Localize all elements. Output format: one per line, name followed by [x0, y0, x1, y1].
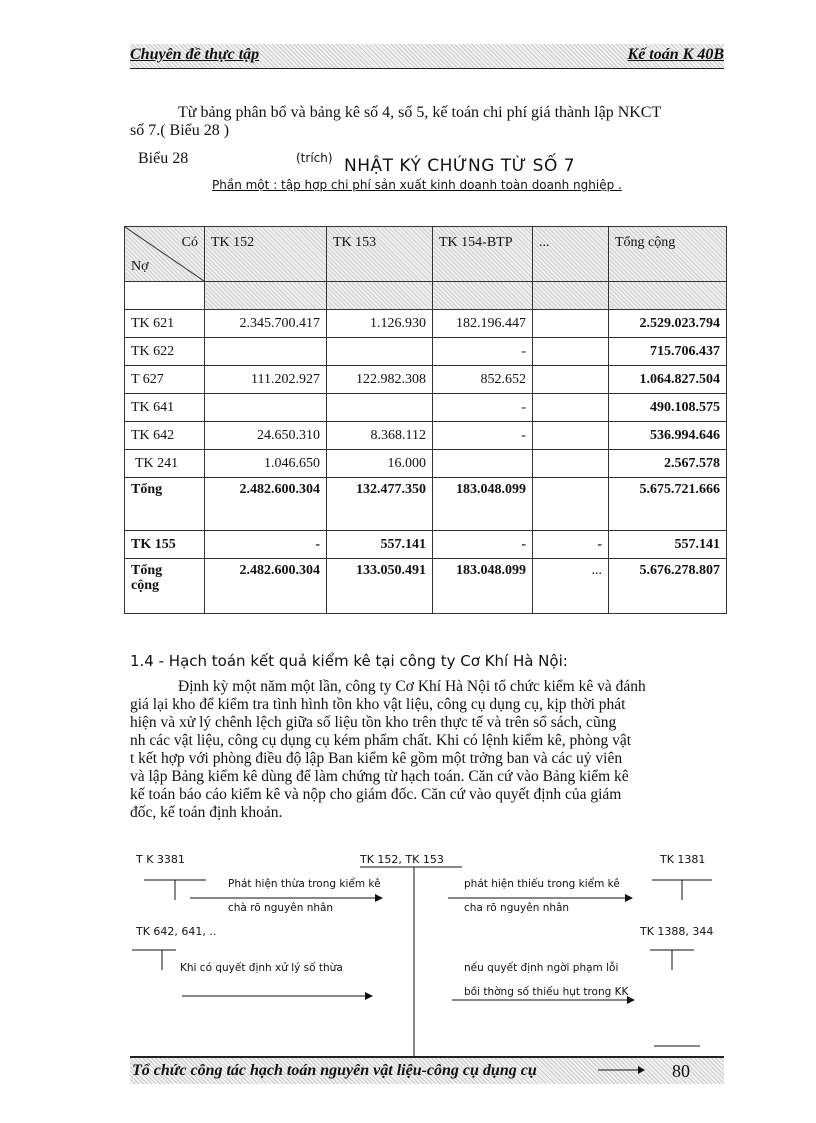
grand-label-line-1: Tổng — [131, 563, 163, 578]
row-total: 2.529.023.794 — [609, 310, 727, 338]
deficit-text-2: cha rõ nguyên nhân — [464, 902, 570, 914]
tk-center-label: TK 152, TK 153 — [360, 853, 444, 866]
body-line-3: hiện và xử lý chênh lệch giữa số liệu tồn kho trên thực tế và trên sổ sách, cũng — [130, 714, 617, 731]
deficit-text-1: phát hiện thiếu trong kiểm kê — [464, 878, 620, 890]
col-header: Tổng cộng — [609, 227, 727, 282]
exhibit-title: NHẬT KÝ CHỨNG TỪ SỐ 7 — [344, 156, 576, 176]
row-total: 5.675.721.666 — [609, 478, 727, 531]
exhibit-subtitle: Phần một : tập hợp chi phí sản xuất kinh doanh toàn doanh nghiệp . — [212, 178, 622, 192]
table-cell: 133.050.491 — [327, 559, 433, 614]
body-line-2: giá lại kho để kiểm tra tình hình tồn kho vật liệu, công cụ dụng cụ, kịp thời phát — [130, 696, 626, 713]
page-number: 80 — [672, 1061, 690, 1081]
table-cell: 122.982.308 — [327, 366, 433, 394]
body-line-5: t kết hợp với phòng điều độ lập Ban kiểm kê gồm một trởng ban và các uỷ viên — [130, 750, 623, 767]
col-header: TK 154-BTP — [433, 227, 533, 282]
header-right-title: Kế toán K 40B — [627, 46, 724, 63]
row-label: TK 642 — [125, 422, 205, 450]
tk1381-label: TK 1381 — [660, 853, 706, 866]
row-total: 5.676.278.807 — [609, 559, 727, 614]
row-total: 715.706.437 — [609, 338, 727, 366]
surplus-text-1: Phát hiện thừa trong kiểm kê — [228, 878, 381, 890]
row-label: T 627 — [125, 366, 205, 394]
row-total: 1.064.827.504 — [609, 366, 727, 394]
table-cell: ... — [533, 559, 609, 614]
body-line-7: kế toán báo cáo kiểm kê và nộp cho giám đốc. Căn cứ vào quyết định của giám — [130, 786, 622, 803]
col-header: TK 152 — [205, 227, 327, 282]
table-cell: 183.048.099 — [433, 559, 533, 614]
table-cell: 182.196.447 — [433, 310, 533, 338]
fault-text-2: bồi thờng số thiếu hụt trong KK — [464, 986, 629, 998]
decision-surplus-text: Khi có quyết định xử lý số thừa — [180, 962, 343, 974]
row-label: TK 641 — [125, 394, 205, 422]
table-cell: 16.000 — [327, 450, 433, 478]
table-cell: 2.482.600.304 — [205, 478, 327, 531]
table-cell: - — [433, 338, 533, 366]
table-cell: 1.126.930 — [327, 310, 433, 338]
row-label: TK 622 — [125, 338, 205, 366]
row-label: TK 241 — [125, 450, 205, 478]
intro-line-2: số 7.( Biểu 28 ) — [130, 122, 230, 139]
table-cell: 24.650.310 — [205, 422, 327, 450]
intro-line-1: Từ bảng phân bổ và bảng kê số 4, số 5, kế toán chi phí giá thành lập NKCT — [178, 104, 662, 121]
table-cell: - — [533, 531, 609, 559]
tk3381-label: T K 3381 — [136, 853, 185, 866]
footer-arrow — [598, 1064, 646, 1076]
header-left-title: Chuyên đề thực tập — [130, 46, 260, 63]
row-total: 557.141 — [609, 531, 727, 559]
table-cell: 132.477.350 — [327, 478, 433, 531]
col-header: ... — [533, 227, 609, 282]
table-cell: - — [205, 531, 327, 559]
table-cell: 557.141 — [327, 531, 433, 559]
exhibit-label: Biểu 28 — [138, 150, 189, 167]
corner-debit: Nợ — [131, 259, 149, 274]
corner-credit: Có — [181, 235, 198, 250]
row-label: TK 621 — [125, 310, 205, 338]
table-cell: 852.652 — [433, 366, 533, 394]
col-header: TK 153 — [327, 227, 433, 282]
body-line-6: và lập Bảng kiểm kê dùng để làm chứng từ hạch toán. Căn cứ vào Bảng kiểm kê — [130, 768, 629, 785]
table-cell: - — [433, 394, 533, 422]
table-cell: 183.048.099 — [433, 478, 533, 531]
row-total: 536.994.646 — [609, 422, 727, 450]
table-cell: 8.368.112 — [327, 422, 433, 450]
tk642-label: TK 642, 641, .. — [136, 925, 217, 938]
exhibit-note: (trích) — [296, 151, 333, 165]
row-total: 2.567.578 — [609, 450, 727, 478]
grand-label-line-2: cộng — [131, 578, 159, 593]
tk1388-label: TK 1388, 344 — [640, 925, 714, 938]
body-line-1: Định kỳ một năm một lần, công ty Cơ Khí Hà Nội tổ chức kiểm kê và đánh — [178, 678, 646, 695]
table-cell: - — [433, 531, 533, 559]
table-cell: 1.046.650 — [205, 450, 327, 478]
body-line-8: đốc, kế toán định khoản. — [130, 804, 283, 821]
table-cell: 111.202.927 — [205, 366, 327, 394]
fault-text-1: nếu quyết định ngời phạm lỗi — [464, 962, 619, 974]
surplus-text-2: chà rõ nguyên nhân — [228, 902, 334, 914]
section-heading: 1.4 - Hạch toán kết quả kiểm kê tại công ty Cơ Khí Hà Nội: — [130, 652, 568, 670]
row-label: TK 155 — [125, 531, 205, 559]
row-label: Tổng — [125, 478, 205, 531]
table-cell: 2.482.600.304 — [205, 559, 327, 614]
table-cell: - — [433, 422, 533, 450]
table-cell: 2.345.700.417 — [205, 310, 327, 338]
footer-text: Tổ chức công tác hạch toán nguyên vật liệu-công cụ dụng cụ — [132, 1062, 537, 1079]
row-total: 490.108.575 — [609, 394, 727, 422]
body-line-4: nh các vật liệu, công cụ dụng cụ kém phẩm chất. Khi có lệnh kiểm kê, phòng vật — [130, 732, 632, 749]
